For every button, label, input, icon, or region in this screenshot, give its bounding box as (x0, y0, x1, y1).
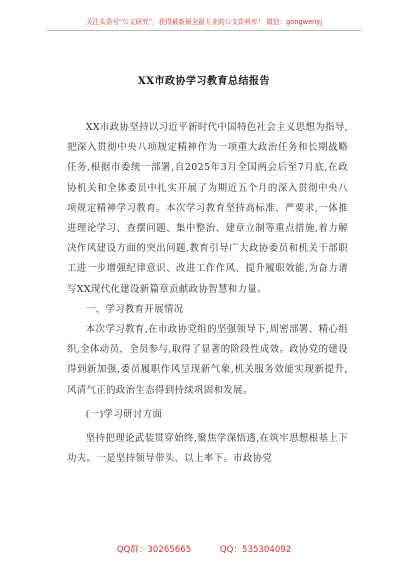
section-heading: 一、学习教育开展情况 (85, 303, 184, 315)
subsection-paragraph: 坚持把理论武装贯穿始终,聚焦学深悟透,在筑牢思想根基上下功夫。一是坚持领导带头、以上率下。市政协党 (67, 433, 348, 465)
header-divider (46, 30, 362, 31)
footer-contacts (0, 543, 408, 555)
footer-qq-group: QQ群：30265665 (116, 545, 192, 555)
document-body (67, 118, 348, 469)
header-banner: 关注头条号“公文研究”，获得最新最全最专业的公文资料库！ 微信：gongwenyj (85, 18, 323, 26)
section-paragraph: 本次学习教育,在市政协党组的坚强领导下,周密部署、精心组织,全体动员、全员参与,取得了显著的阶段性成效。政协党的建设得到新加强,委员履职作风呈现新气象,机关服务效能实现新提升,风清气正的政治生态得到持续巩固和发展。 (67, 324, 348, 396)
document-title: XX市政协学习教育总结报告 (137, 76, 271, 87)
footer-qq: QQ：535304092 (219, 545, 292, 555)
intro-paragraph: XX市政协坚持以习近平新时代中国特色社会主义思想为指导,把深入贯彻中央八项规定精神作为一项重大政治任务和长期战略任务,根据市委统一部署,自2025年3月全国两会后至7月底,在政协机关和全体委员中扎实开展了为期近五个月的深入贯彻中央八项规定精神学习教育。本次学习教育坚持高标准、严要求,一体推进理论学习、查摆问题、集中整治、建章立制等重点措施,着力解决作风建设方面的突出问题,教育引导广大政协委员和机关干部职工进一步增强纪律意识、改进工作作风、提升履职效能,为奋力谱写XX现代化建设新篇章贡献政协智慧和力量。 (67, 122, 348, 295)
subsection-heading: (一)学习研讨方面 (85, 408, 163, 420)
